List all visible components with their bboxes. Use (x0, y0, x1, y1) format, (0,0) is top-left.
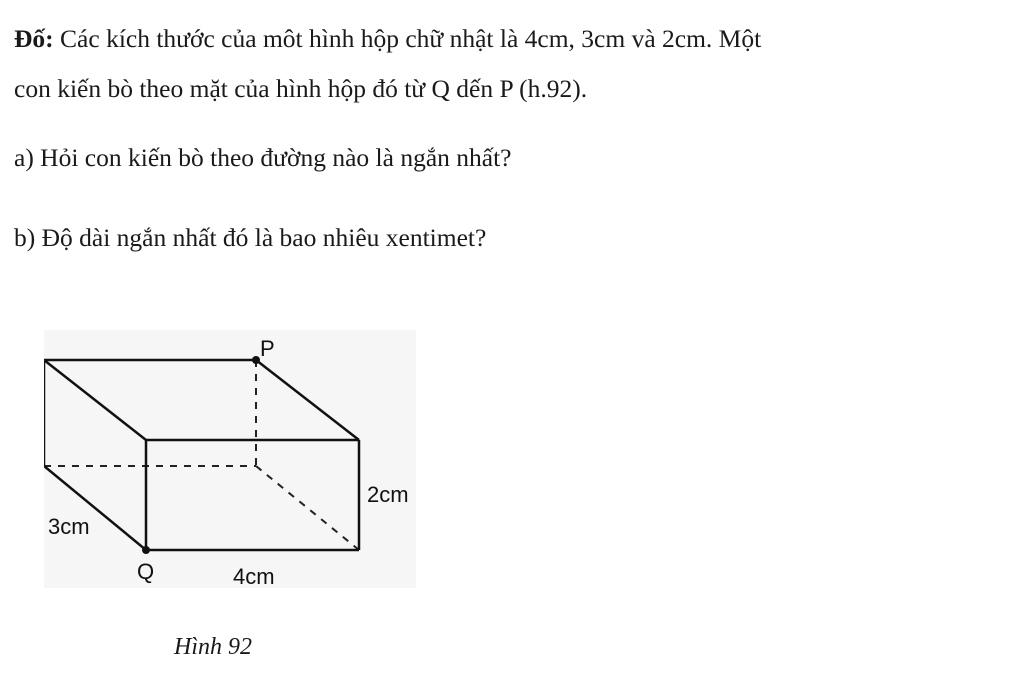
label-q: Q (137, 559, 155, 584)
hidden-edge-back-bottom (256, 466, 359, 550)
question-a: a) Hỏi con kiến bò theo đường nào là ngắn nhất? (14, 143, 512, 172)
problem-statement: Các kích thước của môt hình hộp chữ nhật là 4cm, 3cm và 2cm. Một (53, 24, 762, 53)
label-height: 2cm (367, 482, 409, 507)
point-q-marker (142, 546, 150, 554)
edge-top-left (44, 360, 146, 440)
problem-prefix: Đố: (14, 24, 54, 53)
label-width: 4cm (233, 564, 275, 589)
box-figure (44, 330, 416, 588)
box-diagram (44, 330, 416, 588)
problem-line-1 (14, 26, 761, 52)
figure-caption: Hình 92 (174, 634, 252, 660)
label-p: P (260, 336, 275, 361)
label-depth: 3cm (48, 514, 90, 539)
problem-line-2: con kiến bò theo mặt của hình hộp đó từ Q dến P (h.92). (14, 74, 588, 103)
edge-top-right (256, 360, 359, 440)
point-p-marker (252, 356, 260, 364)
question-b: b) Độ dài ngắn nhất đó là bao nhiêu xentimet? (14, 223, 487, 252)
